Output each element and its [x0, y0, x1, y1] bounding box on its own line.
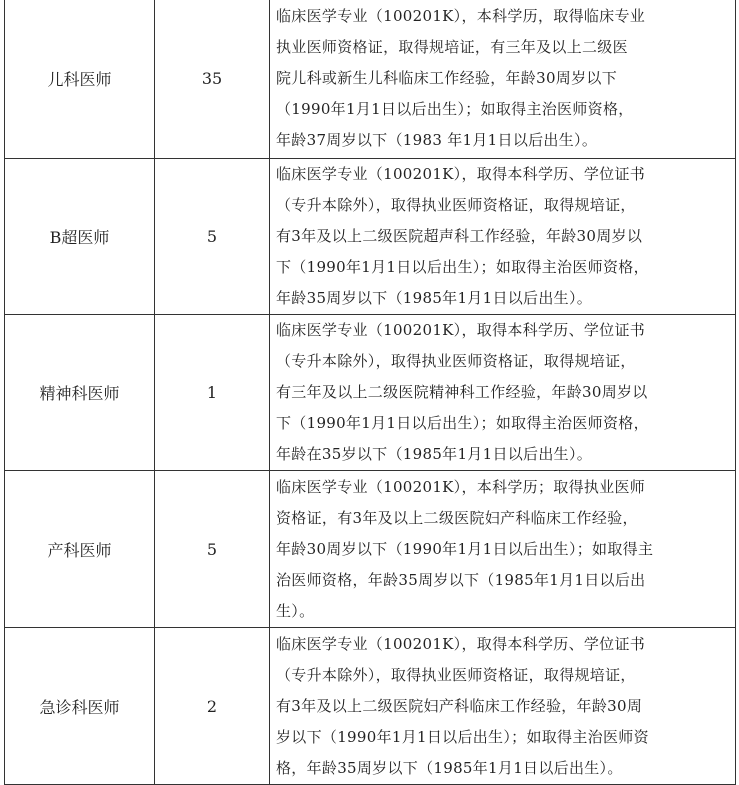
requirement-line: 格，年龄35周岁以下（1985年1月1日以后出生）。	[276, 758, 623, 777]
requirements-cell	[270, 315, 736, 471]
headcount-cell: 5	[155, 159, 270, 315]
requirement-line: （专升本除外），取得执业医师资格证，取得规培证，	[276, 665, 636, 684]
position-cell: 儿科医师	[5, 0, 155, 159]
position-cell: 产科医师	[5, 471, 155, 628]
requirement-line: 有3年及以上二级医院妇产科临床工作经验，年龄30周	[276, 696, 643, 715]
requirement-line: 临床医学专业（100201K），本科学历，取得临床专业	[276, 7, 646, 25]
requirement-line: 院儿科或新生儿科临床工作经验，年龄30周岁以下	[276, 69, 617, 87]
requirements-cell	[270, 159, 736, 315]
requirement-line: 执业医师资格证，取得规培证，有三年及以上二级医	[276, 38, 628, 56]
requirements-cell	[270, 0, 736, 159]
requirement-line: 有三年及以上二级医院精神科工作经验，年龄30周岁以	[276, 383, 648, 401]
requirement-line: 岁以下（1990年1月1日以后出生）；如取得主治医师资	[276, 727, 649, 746]
requirement-line: （1990年1月1日以后出生）；如取得主治医师资格，	[276, 100, 634, 118]
requirement-line: 治医师资格，年龄35周岁以下（1985年1月1日以后出	[276, 570, 646, 589]
table-row	[5, 159, 736, 315]
requirement-line: 年龄在35岁以下（1985年1月1日以后出生）。	[276, 445, 593, 463]
requirement-line: 年龄35周岁以下（1985年1月1日以后出生）。	[276, 289, 593, 307]
table-row	[5, 315, 736, 471]
position-cell: 急诊科医师	[5, 628, 155, 785]
requirements-cell	[270, 628, 736, 785]
requirement-line: 临床医学专业（100201K），取得本科学历、学位证书	[276, 634, 646, 653]
recruitment-table	[4, 0, 736, 785]
table-row	[5, 471, 736, 628]
headcount-cell: 5	[155, 471, 270, 628]
requirement-line: 下（1990年1月1日以后出生）；如取得主治医师资格，	[276, 258, 649, 276]
requirements-cell	[270, 471, 736, 628]
requirement-line: 临床医学专业（100201K），取得本科学历、学位证书	[276, 165, 646, 183]
requirement-line: 下（1990年1月1日以后出生）；如取得主治医师资格，	[276, 414, 649, 432]
table-row	[5, 628, 736, 785]
headcount-cell: 35	[155, 0, 270, 159]
requirement-line: 临床医学专业（100201K），取得本科学历、学位证书	[276, 321, 646, 339]
position-cell: 精神科医师	[5, 315, 155, 471]
requirement-line: 有3年及以上二级医院超声科工作经验，年龄30周岁以	[276, 227, 643, 245]
position-cell: B超医师	[5, 159, 155, 315]
requirement-line: 年龄30周岁以下（1990年1月1日以后出生）；如取得主	[276, 539, 654, 558]
headcount-cell: 2	[155, 628, 270, 785]
requirement-line: 生）。	[276, 601, 315, 620]
table-row	[5, 0, 736, 159]
requirement-line: （专升本除外），取得执业医师资格证，取得规培证，	[276, 352, 636, 370]
requirement-line: 资格证，有3年及以上二级医院妇产科临床工作经验，	[276, 508, 638, 527]
requirement-line: 年龄37周岁以下（1983 年1月1日以后出生）。	[276, 131, 598, 149]
requirement-line: （专升本除外），取得执业医师资格证，取得规培证，	[276, 196, 636, 214]
headcount-cell: 1	[155, 315, 270, 471]
requirement-line: 临床医学专业（100201K），本科学历；取得执业医师	[276, 477, 646, 496]
